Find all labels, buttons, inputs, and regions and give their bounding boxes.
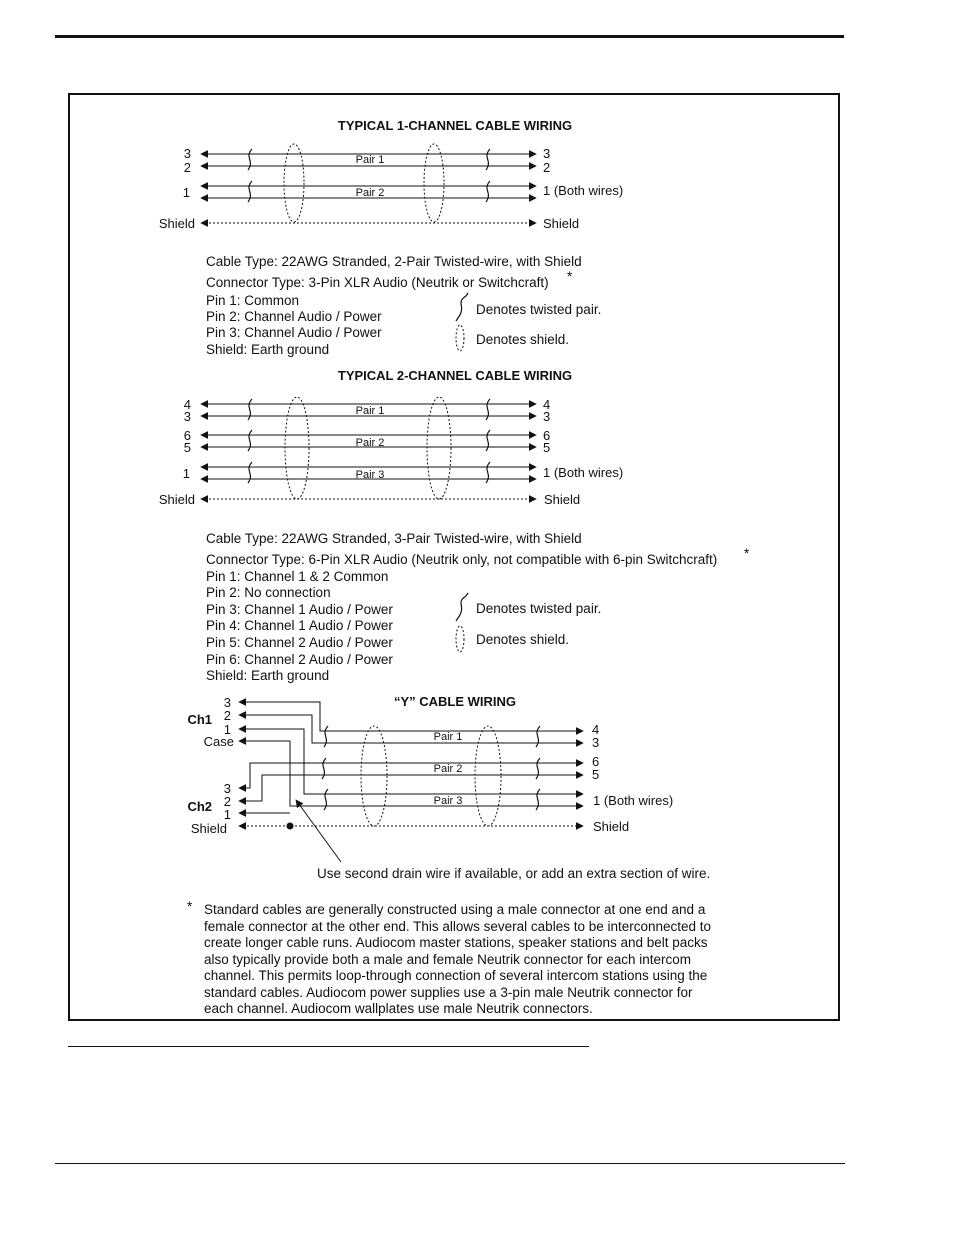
right-pin-label: 1 (Both wires): [543, 465, 624, 480]
spec-line: Pin 2: Channel Audio / Power: [206, 309, 382, 324]
shield-ellipse-icon: [284, 144, 304, 222]
footnote-line: female connector at the other end. This allows several cables to be interconnected to: [204, 919, 712, 934]
spec-line: Pin 3: Channel 1 Audio / Power: [206, 602, 393, 617]
left-shield-label: Shield: [158, 216, 195, 231]
y-cable-title: “Y” CABLE WIRING: [393, 694, 517, 709]
right-pin-label: 1 (Both wires): [593, 793, 674, 808]
pair-label: Pair 2: [355, 437, 385, 449]
twisted-pair-icon: [248, 149, 252, 170]
twisted-pair-icon: [248, 399, 252, 420]
spec-line: Pin 1: Common: [206, 293, 300, 308]
footnote-line: channel. This permits loop-through connection of several intercom stations using the: [204, 968, 708, 983]
right-pin-label: 5: [592, 767, 600, 782]
legend-twisted-label: Denotes twisted pair.: [476, 601, 602, 616]
shield-ellipse-icon: [475, 726, 501, 826]
right-pin-label: 2: [543, 160, 551, 175]
left-pin-label: 3: [183, 146, 191, 161]
left-pin-label: 2: [183, 160, 191, 175]
left-shield-label: Shield: [158, 492, 195, 507]
wire-ch1-case: [239, 741, 583, 806]
spec-line: Shield: Earth ground: [206, 668, 330, 683]
ch1-pin-label: 1: [223, 722, 231, 737]
shield-ellipse-icon: [427, 397, 451, 499]
shield-ellipse-icon: [285, 397, 309, 499]
spec-line: Pin 3: Channel Audio / Power: [206, 325, 382, 340]
twisted-pair-icon: [536, 758, 540, 779]
twisted-pair-icon: [324, 726, 328, 747]
twisted-pair-icon: [248, 430, 252, 451]
twisted-pair-icon: [324, 789, 328, 810]
right-pin-label: 4: [592, 722, 600, 737]
footnote: [187, 899, 711, 1016]
right-pin-label: 1 (Both wires): [543, 183, 624, 198]
callout-text: Use second drain wire if available, or add an extra section of wire.: [317, 866, 711, 881]
footnote-line: create longer cable runs. Audiocom master stations, speaker stations and belt packs: [204, 935, 708, 950]
callout-arrow: [296, 800, 341, 862]
spec-line: Cable Type: 22AWG Stranded, 2-Pair Twisted-wire, with Shield: [206, 254, 582, 269]
left-pin-label: 3: [183, 409, 191, 424]
right-pin-label: 3: [592, 735, 600, 750]
pair-label: Pair 1: [433, 731, 463, 743]
one-channel-title: TYPICAL 1-CHANNEL CABLE WIRING: [337, 118, 573, 133]
pair-label: Pair 3: [433, 795, 463, 807]
footnote-line: also typically provide both a male and female Neutrik connector for each intercom: [204, 952, 691, 967]
spec-line: Cable Type: 22AWG Stranded, 3-Pair Twisted-wire, with Shield: [206, 531, 582, 546]
ch1-pin-label: 2: [223, 708, 231, 723]
right-shield-label: Shield: [593, 819, 630, 834]
twisted-pair-icon: [486, 399, 490, 420]
y-cable-diagram: [187, 694, 710, 881]
right-pin-label: 4: [543, 397, 551, 412]
pair-label: Pair 3: [355, 469, 385, 481]
pair-label: Pair 2: [355, 187, 385, 199]
asterisk-mark: *: [567, 269, 573, 284]
left-pin-label: 5: [183, 440, 191, 455]
twisted-pair-icon: [486, 149, 490, 170]
legend-shield-label: Denotes shield.: [476, 632, 570, 647]
ch1-case-label: Case: [203, 734, 234, 749]
ch2-pin-label: 1: [223, 807, 231, 822]
legend-shield-label: Denotes shield.: [476, 332, 570, 347]
legend-twisted-label: Denotes twisted pair.: [476, 302, 602, 317]
twisted-pair-legend-icon: [456, 293, 468, 321]
spec-line: Shield: Earth ground: [206, 342, 330, 357]
spec-line: Connector Type: 6-Pin XLR Audio (Neutrik only, not compatible with 6-pin Switchcraft): [206, 552, 718, 567]
asterisk-mark: *: [744, 546, 750, 561]
ch1-pin-label: 3: [223, 695, 231, 710]
one-channel-diagram: [159, 118, 623, 357]
left-pin-label: 6: [183, 428, 191, 443]
right-pin-label: 3: [543, 409, 551, 424]
twisted-pair-icon: [486, 430, 490, 451]
shield-ellipse-icon: [361, 726, 387, 826]
right-pin-label: 6: [592, 754, 600, 769]
shield-legend-icon: [456, 325, 464, 351]
twisted-pair-icon: [322, 758, 326, 779]
shield-legend-icon: [456, 626, 464, 652]
ch2-pin-label: 2: [223, 794, 231, 809]
left-pin-label: 1: [182, 185, 190, 200]
spec-line: Pin 5: Channel 2 Audio / Power: [206, 635, 393, 650]
spec-line: Pin 2: No connection: [206, 585, 331, 600]
left-pin-label: 4: [183, 397, 191, 412]
ch2-shield-label: Shield: [190, 821, 227, 836]
twisted-pair-icon: [536, 726, 540, 747]
ch2-label: Ch2: [187, 799, 212, 814]
right-pin-label: 3: [543, 146, 551, 161]
wire-ch1-pin1: [239, 729, 583, 794]
shield-ellipse-icon: [424, 144, 444, 222]
right-pin-label: 5: [543, 440, 551, 455]
right-pin-label: 6: [543, 428, 551, 443]
twisted-pair-icon: [486, 462, 490, 483]
right-shield-label: Shield: [544, 492, 581, 507]
footnote-line: standard cables. Audiocom power supplies use a 3-pin male Neutrik connector for: [204, 985, 693, 1000]
junction-dot: [287, 823, 294, 830]
footnote-line: each channel. Audiocom wallplates use male Neutrik connectors.: [204, 1001, 593, 1016]
right-shield-label: Shield: [543, 216, 580, 231]
two-channel-diagram: [159, 368, 750, 683]
twisted-pair-icon: [536, 789, 540, 810]
spec-line: Pin 6: Channel 2 Audio / Power: [206, 652, 393, 667]
twisted-pair-icon: [486, 181, 490, 202]
pair-label: Pair 1: [355, 154, 385, 166]
footnote-line: Standard cables are generally constructed using a male connector at one end and a: [204, 902, 706, 917]
twisted-pair-icon: [248, 181, 252, 202]
spec-line: Connector Type: 3-Pin XLR Audio (Neutrik or Switchcraft): [206, 275, 549, 290]
ch1-label: Ch1: [187, 712, 212, 727]
footnote-marker: *: [187, 899, 193, 914]
twisted-pair-icon: [248, 462, 252, 483]
pair-label: Pair 1: [355, 405, 385, 417]
spec-line: Pin 4: Channel 1 Audio / Power: [206, 618, 393, 633]
spec-line: Pin 1: Channel 1 & 2 Common: [206, 569, 389, 584]
wire-ch2-pin2: [239, 775, 583, 801]
left-pin-label: 1: [182, 466, 190, 481]
twisted-pair-legend-icon: [456, 593, 468, 621]
pair-label: Pair 2: [433, 763, 463, 775]
two-channel-title: TYPICAL 2-CHANNEL CABLE WIRING: [337, 368, 573, 383]
ch2-pin-label: 3: [223, 781, 231, 796]
